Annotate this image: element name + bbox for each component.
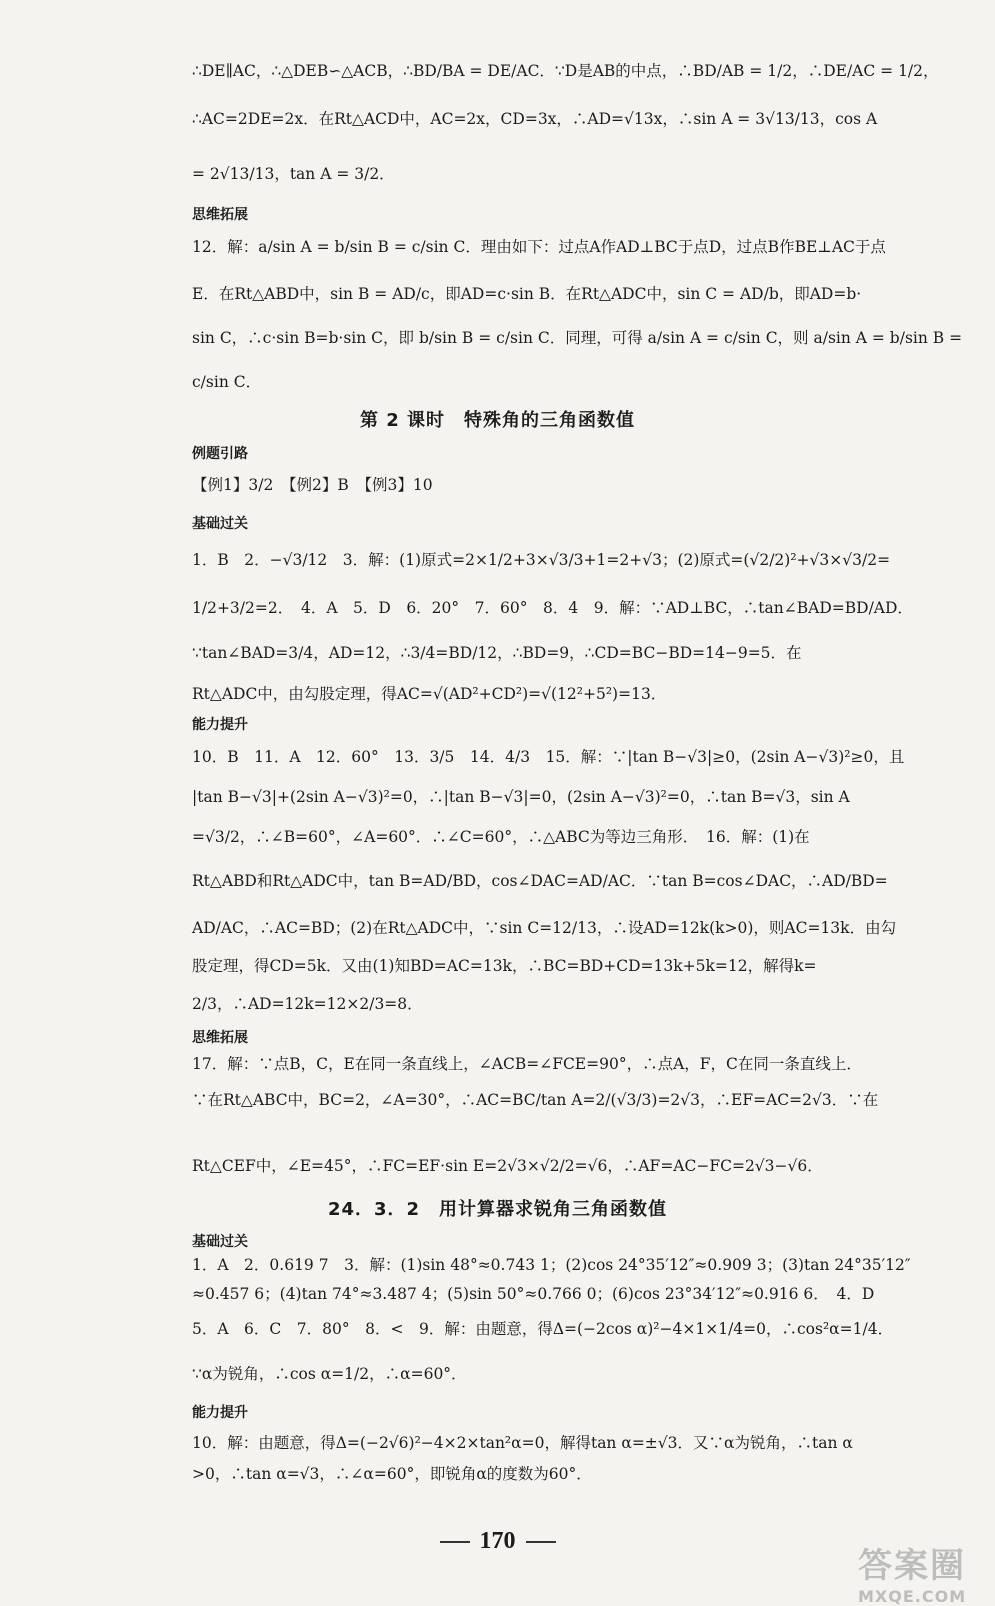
section-heading: 思维拓展 [192,207,248,223]
section-heading: 基础过关 [192,1234,248,1250]
text-line: 5．A 6．C 7．80° 8．< 9．解：由题意，得Δ=(−2cos α)²−4×1×1/4=0，∴cos²α=1/4． [192,1320,894,1338]
text-line: 12．解：a/sin A = b/sin B = c/sin C．理由如下：过点A作AD⊥BC于点D，过点B作BE⊥AC于点 [192,238,886,256]
section-heading: 例题引路 [192,446,248,462]
text-line: ∴AC=2DE=2x．在Rt△ACD中，AC=2x，CD=3x，∴AD=√13x，∴sin A = 3√13/13，cos A [192,110,878,128]
text-line: 1．B 2．−√3/12 3．解：(1)原式=2×1/2+3×√3/3+1=2+√3；(2)原式=(√2/2)²+√3×√3/2= [192,551,891,569]
watermark-logo-text: 答案圈 [858,1546,967,1586]
text-line: ∴DE∥AC，∴△DEB∽△ACB，∴BD/BA = DE/AC．∵D是AB的中点，∴BD/AB = 1/2，∴DE/AC = 1/2， [192,62,939,80]
text-line: = 2√13/13，tan A = 3/2． [192,165,395,183]
text-line: Rt△ABD和Rt△ADC中，tan B=AD/BD，cos∠DAC=AD/AC．∵tan B=cos∠DAC，∴AD/BD= [192,872,888,890]
left-dash [440,1541,470,1543]
text-line: 10．B 11．A 12．60° 13．3/5 14．4/3 15．解：∵|tan B−√3|≥0，(2sin A−√3)²≥0，且 [192,748,905,766]
text-line: ≈0.457 6；(4)tan 74°≈3.487 4；(5)sin 50°≈0.766 0；(6)cos 23°34′12″≈0.916 6． 4．D [192,1285,875,1303]
text-line: |tan B−√3|+(2sin A−√3)²=0，∴|tan B−√3|=0，(2sin A−√3)²=0，∴tan B=√3，sin A [192,788,850,806]
section-heading: 思维拓展 [192,1030,248,1046]
watermark-logo [858,1538,966,1606]
text-line: ∵在Rt△ABC中，BC=2，∠A=30°，∴AC=BC/tan A=2/(√3/3)=2√3，∴EF=AC=2√3．∵在 [192,1091,879,1109]
text-line: sin C，∴c·sin B=b·sin C，即 b/sin B = c/sin C．同理，可得 a/sin A = c/sin C，则 a/sin A = b/sin B = [192,329,963,347]
text-line: =√3/2，∴∠B=60°，∠A=60°．∴∠C=60°，∴△ABC为等边三角形． 16．解：(1)在 [192,828,810,846]
text-line: c/sin C． [192,373,262,391]
text-line: E．在Rt△ABD中，sin B = AD/c，即AD=c·sin B．在Rt△ADC中，sin C = AD/b，即AD=b· [192,285,862,303]
text-line: 17．解：∵点B，C，E在同一条直线上，∠ACB=∠FCE=90°，∴点A，F，C在同一条直线上． [192,1055,862,1073]
watermark-url: MXQE.COM [858,1587,967,1606]
text-line: AD/AC，∴AC=BD；(2)在Rt△ADC中，∵sin C=12/13，∴设AD=12k(k>0)，则AC=13k．由勾 [192,919,897,937]
text-line: 股定理，得CD=5k．又由(1)知BD=AC=13k，∴BC=BD+CD=13k+5k=12，解得k= [192,957,817,975]
text-line: >0，∴tan α=√3，∴∠α=60°，即锐角α的度数为60°． [192,1465,592,1483]
text-line: 1/2+3/2=2． 4．A 5．D 6．20° 7．60° 8．4 9．解：∵AD⊥BC，∴tan∠BAD=BD/AD． [192,599,913,617]
page-number-text: 170 [479,1528,516,1554]
text-line: Rt△ADC中，由勾股定理，得AC=√(AD²+CD²)=√(12²+5²)=13． [192,685,667,703]
text-line: ∵tan∠BAD=3/4，AD=12，∴3/4=BD/12，∴BD=9，∴CD=BC−BD=14−9=5．在 [192,644,802,662]
lesson-title: 第 2 课时 特殊角的三角函数值 [359,410,636,431]
section-heading: 基础过关 [192,516,248,532]
page-number [0,1528,995,1555]
text-line: 10．解：由题意，得Δ=(−2√6)²−4×2×tan²α=0，解得tan α=±√3．又∵α为锐角，∴tan α [192,1434,853,1452]
text-line: 【例1】3/2 【例2】B 【例3】10 [192,476,433,494]
section-heading: 能力提升 [192,1405,248,1421]
right-dash [526,1541,556,1543]
section-title: 24．3．2 用计算器求锐角三角函数值 [327,1199,668,1220]
text-line: 1．A 2．0.619 7 3．解：(1)sin 48°≈0.743 1；(2)cos 24°35′12″≈0.909 3；(3)tan 24°35′12″ [192,1256,911,1274]
section-heading: 能力提升 [192,717,248,733]
text-line: Rt△CEF中，∠E=45°，∴FC=EF·sin E=2√3×√2/2=√6，∴AF=AC−FC=2√3−√6． [192,1157,823,1175]
text-line: 2/3，∴AD=12k=12×2/3=8． [192,995,423,1013]
text-line: ∵α为锐角，∴cos α=1/2，∴α=60°． [192,1365,467,1383]
